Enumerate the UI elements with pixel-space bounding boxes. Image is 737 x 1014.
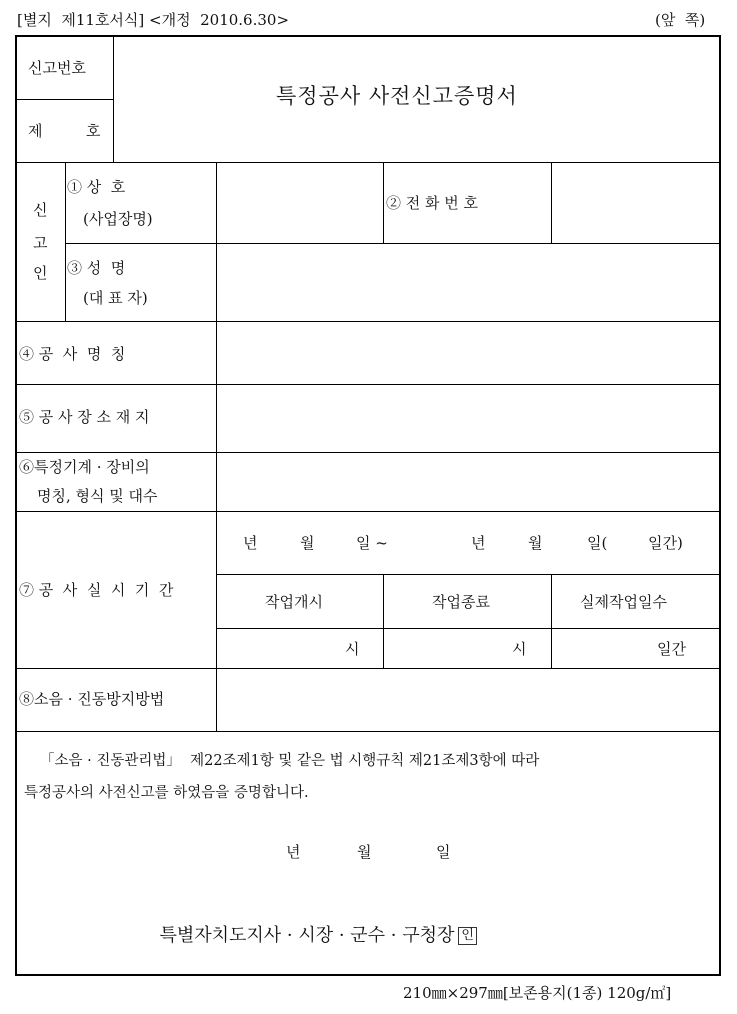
seal-icon: 인	[458, 927, 477, 945]
equipment-label-line1: ⑥특정기계 · 장비의	[19, 458, 150, 476]
period-start-year[interactable]: 년	[243, 534, 258, 552]
issue-date-month[interactable]: 월	[357, 843, 372, 861]
period-end-month[interactable]: 월	[528, 534, 543, 552]
prevention-method-input[interactable]	[218, 669, 718, 730]
work-end-unit: 시	[512, 640, 527, 658]
divider	[551, 162, 552, 243]
form-number: [별지 제11호서식] <개정 2010.6.30>	[17, 11, 290, 29]
divider	[216, 162, 217, 731]
work-start-header: 작업개시	[265, 593, 323, 611]
actual-work-days-unit: 일간	[657, 640, 686, 658]
divider	[16, 511, 719, 512]
certification-text-line2: 특정공사의 사전신고를 하였음을 증명합니다.	[24, 785, 309, 801]
business-name-label: ① 상 호	[67, 178, 126, 196]
divider	[16, 731, 719, 732]
equipment-input[interactable]	[218, 453, 718, 510]
phone-label: ② 전 화 번 호	[386, 194, 479, 212]
divider	[216, 574, 719, 575]
report-number-label: 신고번호	[28, 59, 86, 77]
prevention-method-label: ⑧소음 · 진동방지방법	[19, 690, 165, 708]
construction-site-input[interactable]	[218, 385, 718, 451]
issuer-line	[148, 900, 477, 948]
page-title: 특정공사 사전신고증명서	[276, 84, 518, 108]
number-label-right: 호	[86, 122, 101, 140]
certification-text-line1: 「소음 · 진동관리법」 제22조제1항 및 같은 법 시행규칙 제21조제3항에 따라	[40, 753, 540, 769]
divider	[551, 574, 552, 668]
period-end-day[interactable]: 일(	[587, 534, 608, 552]
issuer-title: 특별자치도지사 · 시장 · 군수 · 구청장	[159, 925, 455, 946]
paper-spec: 210㎜×297㎜[보존용지(1종) 120g/㎡]	[403, 984, 672, 1002]
actual-work-days-input[interactable]	[553, 629, 718, 667]
work-end-header: 작업종료	[432, 593, 490, 611]
issue-date-day[interactable]: 일	[436, 843, 451, 861]
issue-date-year[interactable]: 년	[286, 843, 301, 861]
business-name-sublabel: (사업장명)	[83, 210, 153, 228]
divider	[383, 574, 384, 668]
period-start-month[interactable]: 월	[300, 534, 315, 552]
number-label-left: 제	[28, 122, 43, 140]
actual-work-days-header: 실제작업일수	[580, 593, 667, 611]
period-label: ⑦ 공 사 실 시 기 간	[19, 581, 174, 599]
work-start-unit: 시	[345, 640, 360, 658]
construction-name-label: ④ 공 사 명 칭	[19, 345, 126, 363]
divider	[383, 162, 384, 243]
reporter-group-label-1: 신	[33, 201, 48, 219]
page-side-label: (앞 쪽)	[655, 11, 706, 29]
representative-name-sublabel: (대 표 자)	[83, 289, 148, 307]
construction-site-label: ⑤ 공 사 장 소 재 지	[19, 408, 150, 426]
period-end-year[interactable]: 년	[471, 534, 486, 552]
construction-name-input[interactable]	[218, 322, 718, 383]
representative-name-label: ③ 성 명	[67, 259, 126, 277]
period-days[interactable]: 일간)	[648, 534, 683, 552]
period-start-day[interactable]: 일 ~	[356, 534, 388, 552]
reporter-group-label-2: 고	[33, 234, 48, 252]
divider	[65, 162, 66, 321]
divider	[16, 99, 114, 100]
business-name-input[interactable]	[218, 163, 382, 242]
reporter-group-label-3: 인	[33, 264, 48, 282]
representative-name-input[interactable]	[218, 244, 718, 320]
phone-input[interactable]	[553, 163, 718, 242]
equipment-label-line2: 명칭, 형식 및 대수	[37, 487, 158, 505]
